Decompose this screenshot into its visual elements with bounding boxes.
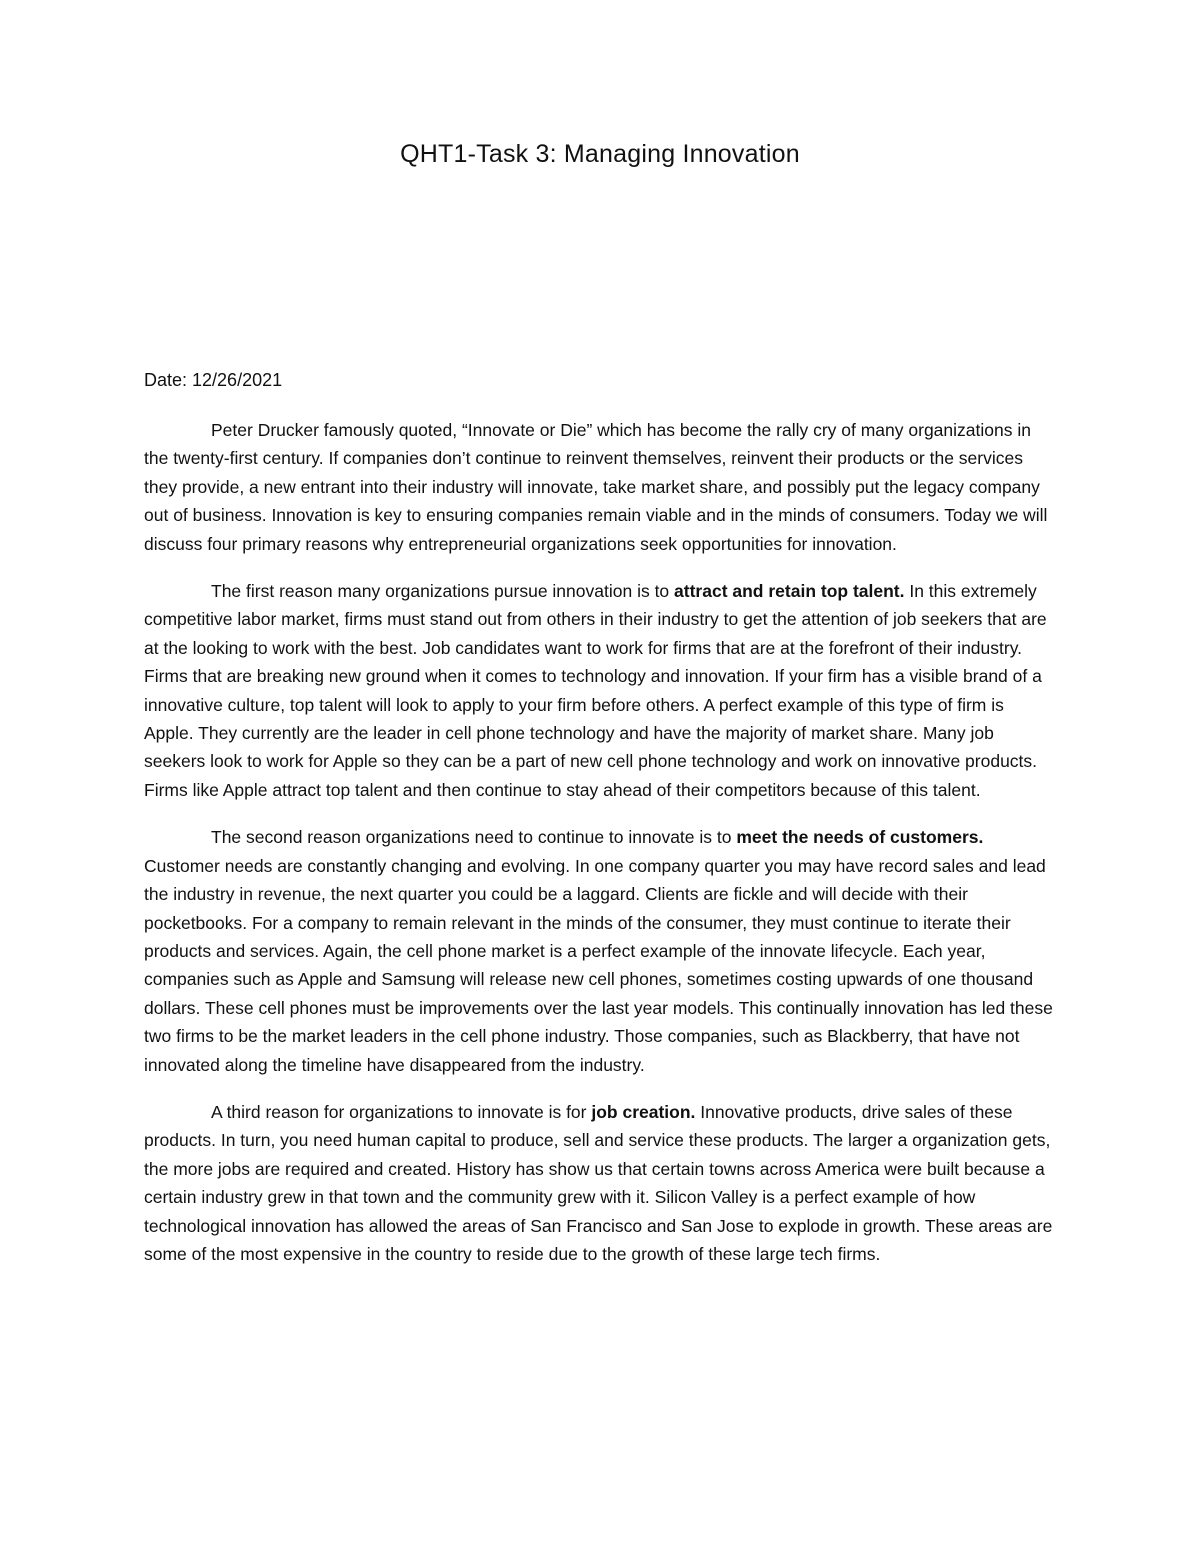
emphasis-phrase: attract and retain top talent.	[674, 581, 905, 602]
paragraph-text: The first reason many organizations pursue innovation is to	[211, 581, 675, 602]
emphasis-phrase: job creation.	[591, 1101, 696, 1122]
paragraph-text: A third reason for organizations to innovate is for	[211, 1101, 592, 1122]
emphasis-phrase: meet the needs of customers.	[736, 827, 984, 848]
paragraph-text: Customer needs are constantly changing and evolving. In one company quarter you may have record sales and lead the industry in revenue, the next quarter you could be a laggard. Clients are fickle and will decide with their pocketbooks. For a company to remain relevant in the minds of the consumer, they must continue to iterate their products and services. Again, the cell phone market is a perfect example of the innovate lifecycle. Each year, companies such as Apple and Samsung will release new cell phones, sometimes costing upwards of one thousand dollars. These cell phones must be improvements over the last year models. This continually innovation has led these two firms to be the market leaders in the cell phone industry. Those companies, such as Blackberry, that have not innovated along the timeline have disappeared from the industry.	[144, 855, 1053, 1075]
paragraph-text: The second reason organizations need to continue to innovate is to	[211, 827, 737, 848]
paragraph-talent	[144, 577, 1056, 804]
document-title: QHT1-Task 3: Managing Innovation	[400, 140, 800, 168]
date-line: Date: 12/26/2021	[144, 370, 283, 390]
paragraph-customers	[144, 823, 1056, 1079]
paragraph-text: Innovative products, drive sales of these products. In turn, you need human capital to produce, sell and service these products. The larger a organization gets, the more jobs are required and created. History has show us that certain towns across America were built because a certain industry grew in that town and the community grew with it. Silicon Valley is a perfect example of how technological innovation has allowed the areas of San Francisco and San Jose to explode in growth. These areas are some of the most expensive in the country to reside due to the growth of these large tech firms.	[144, 1101, 1053, 1264]
document-body	[144, 416, 1056, 1287]
paragraph-text: Peter Drucker famously quoted, “Innovate or Die” which has become the rally cry of many organizations in the twenty-first century. If companies don’t continue to reinvent themselves, reinvent their products or the services they provide, a new entrant into their industry will innovate, take market share, and possibly put the legacy company out of business. Innovation is key to ensuring companies remain viable and in the minds of consumers. Today we will discuss four primary reasons why entrepreneurial organizations seek opportunities for innovation.	[144, 420, 1048, 554]
paragraph-jobs	[144, 1098, 1056, 1268]
paragraph-intro	[144, 416, 1056, 558]
paragraph-text: In this extremely competitive labor market, firms must stand out from others in their industry to get the attention of job seekers that are at the looking to work with the best. Job candidates want to work for firms that are at the forefront of their industry. Firms that are breaking new ground when it comes to technology and innovation. If your firm has a visible brand of a innovative culture, top talent will look to apply to your firm before others. A perfect example of this type of firm is Apple. They currently are the leader in cell phone technology and have the majority of market share. Many job seekers look to work for Apple so they can be a part of new cell phone technology and work on innovative products. Firms like Apple attract top talent and then continue to stay ahead of their competitors because of this talent.	[144, 581, 1047, 800]
